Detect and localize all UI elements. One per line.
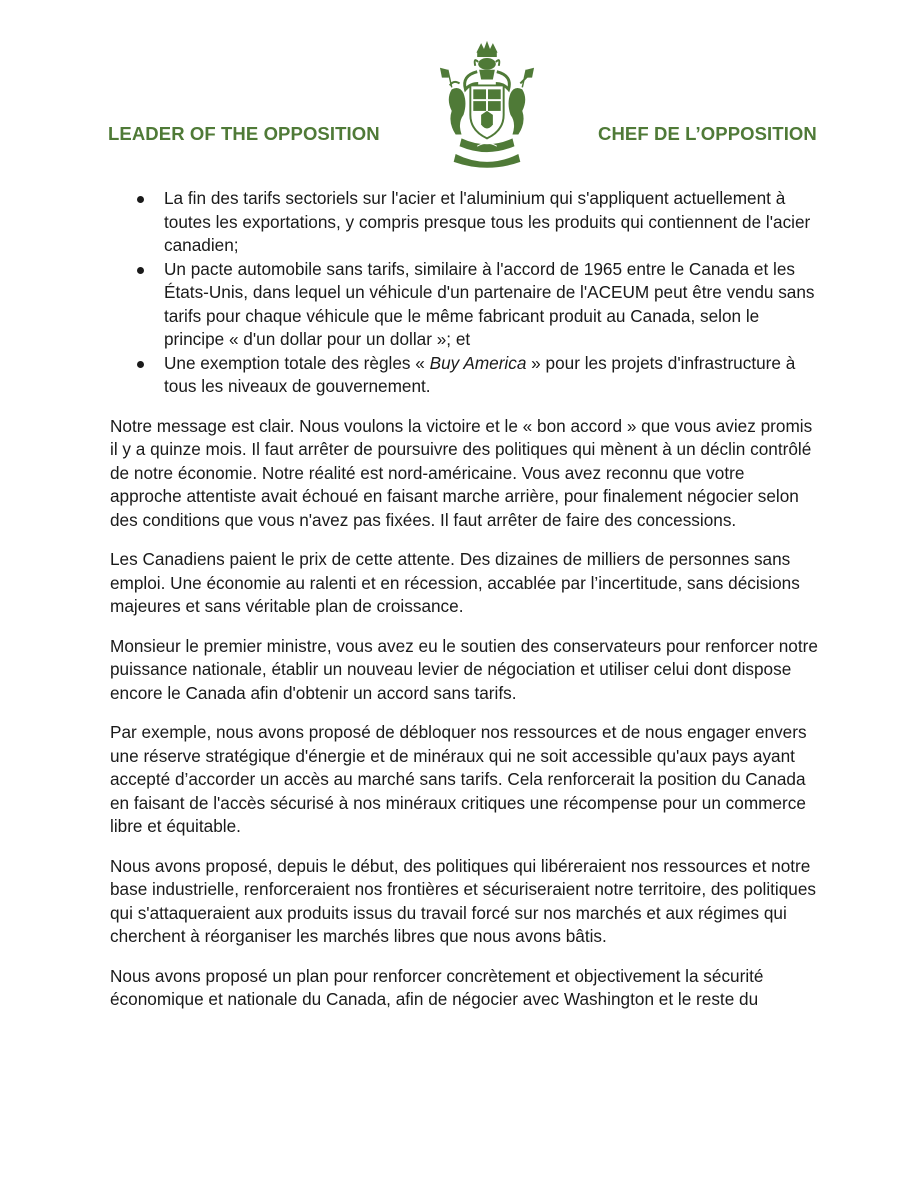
paragraph: Notre message est clair. Nous voulons la victoire et le « bon accord » que vous aviez promis il y a quinze mois. Il faut arrêter de poursuivre des politiques qui mènent à un déclin contrôlé de notre économie. Notre réalité est nord-américaine. Vous avez reconnu que votre approche attentiste avait échoué en faisant marche arrière, pour finalement négocier selon des conditions que vous n'avez pas fixées. Il faut arrêter de faire des concessions.	[110, 415, 813, 530]
list-item	[110, 352, 820, 399]
paragraph: Par exemple, nous avons proposé de débloquer nos ressources et de nous engager envers une réserve stratégique d'énergie et de minéraux qui ne soit accessible qu'aux pays ayant accepté d’accorder un accès au marché sans tarifs. Cela renforcerait la position du Canada en faisant de l'accès sécurisé à nos minéraux critiques une récompense pour un commerce libre et équitable.	[110, 722, 807, 836]
list-item-text: La fin des tarifs sectoriels sur l'acier et l'aluminium qui s'appliquent actuellement à toutes les exportations, y compris presque tous les produits qui contiennent de l'acier canadien;	[164, 188, 811, 255]
letterhead	[0, 0, 921, 175]
paragraph: Monsieur le premier ministre, vous avez eu le soutien des conservateurs pour renforcer notre puissance nationale, établir un nouveau levier de négociation et utiliser celui dont dispose encore le Canada afin d'obtenir un accord sans tarifs.	[110, 635, 818, 703]
paragraph: Les Canadiens paient le prix de cette attente. Des dizaines de milliers de personnes sans emploi. Une économie au ralenti et en récession, accablée par l’incertitude, sans décisions majeures et sans véritable plan de croissance.	[110, 549, 800, 616]
paragraph: Nous avons proposé un plan pour renforcer concrètement et objectivement la sécurité économique et nationale du Canada, afin de négocier avec Washington et le reste du	[110, 965, 764, 1009]
canada-coat-of-arms-icon	[438, 40, 536, 174]
letterhead-title-french: CHEF DE L’OPPOSITION	[598, 123, 817, 144]
list-item-text: Un pacte automobile sans tarifs, similaire à l'accord de 1965 entre le Canada et les États-Unis, dans lequel un véhicule d'un partenaire de l'ACEUM peut être vendu sans tarifs pour chaque véhicule que le même fabricant produit au Canada, selon le principe « d'un dollar pour un dollar »; et	[164, 258, 815, 349]
list-item	[110, 187, 820, 258]
bullet-icon	[137, 196, 144, 203]
list-item	[110, 258, 820, 352]
list-item-text-post: » pour les projets d'infrastructure à tous les niveaux de gouvernement.	[164, 352, 796, 396]
bullet-icon	[137, 267, 144, 274]
letter-body	[110, 187, 820, 1028]
list-item-emphasis: Buy America	[429, 352, 527, 373]
list-item-text-pre: Une exemption totale des règles «	[164, 352, 430, 373]
paragraph: Nous avons proposé, depuis le début, des politiques qui libéreraient nos ressources et notre base industrielle, renforceraient nos frontières et sécuriseraient notre territoire, des politiques qui s'attaqueraient aux produits issus du travail forcé sur nos marchés et aux régimes qui cherchent à réorganiser les marchés libres que nous avons bâtis.	[110, 855, 817, 946]
letterhead-title-english: LEADER OF THE OPPOSITION	[108, 123, 380, 144]
demands-list	[110, 187, 820, 399]
bullet-icon	[137, 361, 144, 368]
